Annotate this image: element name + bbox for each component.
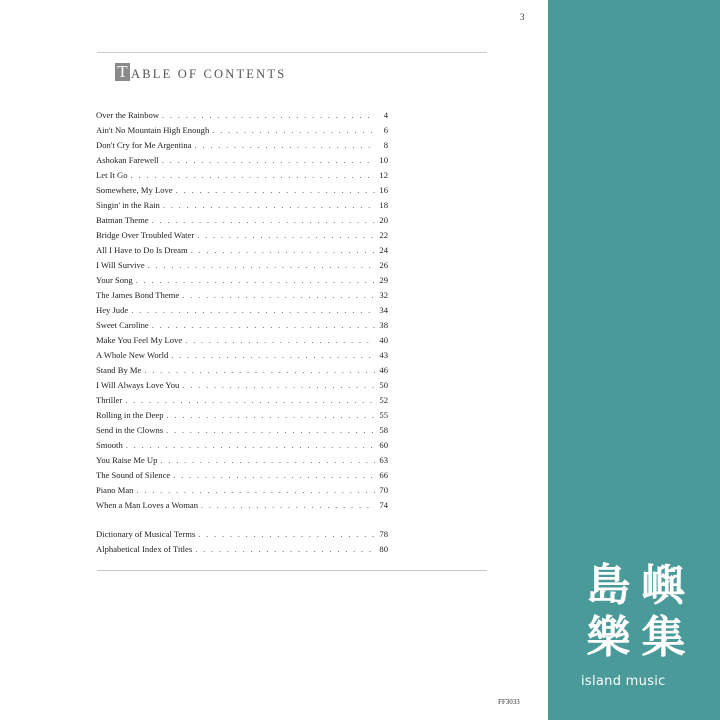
toc-entry-page: 34	[379, 305, 388, 315]
page-number: 3	[520, 12, 525, 22]
dot-leader	[167, 408, 375, 423]
dot-leader	[125, 393, 375, 408]
toc-entry-page: 32	[379, 290, 388, 300]
toc-entry-title: Make You Feel My Love	[96, 335, 183, 345]
toc-entry-page: 55	[379, 410, 388, 420]
toc-entry	[96, 408, 388, 423]
heading-initial: T	[115, 63, 130, 81]
toc-entry-title: The James Bond Theme	[96, 290, 180, 300]
toc-entry	[96, 348, 388, 363]
toc-entry-title: Somewhere, My Love	[96, 185, 173, 195]
toc-entry	[96, 228, 388, 243]
brand-char: 樂	[586, 612, 631, 663]
toc-entry	[96, 183, 388, 198]
toc-entry	[96, 378, 388, 393]
toc-entry	[96, 453, 388, 468]
toc-entry	[96, 273, 388, 288]
dot-leader	[198, 527, 375, 542]
toc-entry	[96, 198, 388, 213]
dot-leader	[171, 348, 375, 363]
toc-entry-title: Ain't No Mountain High Enough	[96, 125, 210, 135]
dot-leader	[131, 168, 375, 183]
toc-entry-title: Dictionary of Musical Terms	[96, 529, 196, 539]
toc-entry	[96, 498, 388, 513]
toc-entry-page: 60	[379, 440, 388, 450]
catalog-code: FF3033	[498, 698, 520, 706]
dot-leader	[212, 123, 375, 138]
toc-entry-title: Smooth	[96, 440, 123, 450]
dot-leader	[152, 213, 375, 228]
toc-entry-title: Over the Rainbow	[96, 110, 160, 120]
toc-entry	[96, 213, 388, 228]
toc-entry	[96, 393, 388, 408]
toc-entry-title: Let It Go	[96, 170, 128, 180]
toc-entry-title: Hey Jude	[96, 305, 129, 315]
toc-entry	[96, 138, 388, 153]
top-rule	[97, 52, 487, 53]
toc-list	[96, 108, 388, 513]
brand-char: 島	[586, 560, 631, 611]
bottom-rule	[97, 570, 487, 571]
toc-entry-page: 50	[379, 380, 388, 390]
toc-entry	[96, 483, 388, 498]
toc-entry-page: 38	[379, 320, 388, 330]
toc-entry-title: Sweet Caroline	[96, 320, 149, 330]
toc-entry	[96, 527, 388, 542]
toc-entry-title: Batman Theme	[96, 215, 149, 225]
brand-char: 集	[641, 612, 686, 663]
toc-heading	[115, 63, 286, 81]
brand-logo	[581, 560, 691, 664]
toc-entry-title: Don't Cry for Me Argentina	[96, 140, 192, 150]
toc-entry-title: Stand By Me	[96, 365, 142, 375]
toc-entry	[96, 542, 388, 557]
toc-entry-page: 22	[379, 230, 388, 240]
brand-char: 嶼	[641, 560, 686, 611]
toc-entry-page: 52	[379, 395, 388, 405]
toc-entry-title: When a Man Loves a Woman	[96, 500, 199, 510]
dot-leader	[162, 153, 375, 168]
toc-entry-title: I Will Always Love You	[96, 380, 180, 390]
toc-entry	[96, 423, 388, 438]
toc-entry-page: 80	[379, 544, 388, 554]
toc-entry	[96, 288, 388, 303]
brand-latin-name: island music	[581, 674, 666, 689]
toc-entry-title: All I Have to Do Is Dream	[96, 245, 188, 255]
toc-entry-page: 12	[379, 170, 388, 180]
toc-entry	[96, 153, 388, 168]
toc-entry-title: Rolling in the Deep	[96, 410, 164, 420]
dot-leader	[194, 138, 375, 153]
toc-entry-title: Your Song	[96, 275, 133, 285]
toc-entry-page: 18	[379, 200, 388, 210]
toc-entry	[96, 243, 388, 258]
dot-leader	[136, 273, 375, 288]
dot-leader	[148, 258, 375, 273]
toc-entry-page: 66	[379, 470, 388, 480]
toc-entry-page: 40	[379, 335, 388, 345]
dot-leader	[185, 333, 375, 348]
toc-entry-title: Singin' in the Rain	[96, 200, 160, 210]
toc-entry-page: 20	[379, 215, 388, 225]
toc-entry-page: 4	[383, 110, 388, 120]
toc-entry	[96, 168, 388, 183]
dot-leader	[163, 198, 375, 213]
dot-leader	[152, 318, 375, 333]
dot-leader	[166, 423, 375, 438]
dot-leader	[160, 453, 375, 468]
toc-appendix-list	[96, 527, 388, 557]
toc-entry	[96, 303, 388, 318]
toc-entry-page: 16	[379, 185, 388, 195]
toc-entry	[96, 258, 388, 273]
toc-entry-page: 46	[379, 365, 388, 375]
toc-entry-title: I Will Survive	[96, 260, 145, 270]
toc-entry	[96, 318, 388, 333]
toc-entry-title: Bridge Over Troubled Water	[96, 230, 195, 240]
dot-leader	[126, 438, 375, 453]
toc-entry-page: 10	[379, 155, 388, 165]
toc-entry-page: 43	[379, 350, 388, 360]
dot-leader	[191, 243, 375, 258]
dot-leader	[195, 542, 375, 557]
toc-entry	[96, 333, 388, 348]
dot-leader	[176, 183, 375, 198]
toc-entry-page: 63	[379, 455, 388, 465]
dot-leader	[201, 498, 375, 513]
dot-leader	[131, 303, 375, 318]
toc-entry-page: 58	[379, 425, 388, 435]
toc-entry-title: A Whole New World	[96, 350, 169, 360]
toc-entry-page: 6	[383, 125, 388, 135]
toc-entry	[96, 438, 388, 453]
toc-entry	[96, 108, 388, 123]
toc-entry-page: 74	[379, 500, 388, 510]
toc-entry-page: 29	[379, 275, 388, 285]
toc-entry	[96, 468, 388, 483]
toc-entry-title: Thriller	[96, 395, 123, 405]
dot-leader	[182, 378, 375, 393]
toc-entry-title: Ashokan Farewell	[96, 155, 159, 165]
toc-entry-title: Alphabetical Index of Titles	[96, 544, 193, 554]
toc-entry-page: 78	[379, 529, 388, 539]
dot-leader	[136, 483, 375, 498]
dot-leader	[173, 468, 375, 483]
dot-leader	[182, 288, 375, 303]
dot-leader	[197, 228, 375, 243]
dot-leader	[162, 108, 375, 123]
toc-entry-title: Send in the Clowns	[96, 425, 164, 435]
dot-leader	[144, 363, 375, 378]
toc-entry	[96, 363, 388, 378]
toc-entry-title: The Sound of Silence	[96, 470, 171, 480]
toc-entry	[96, 123, 388, 138]
toc-entry-page: 26	[379, 260, 388, 270]
toc-entry-title: You Raise Me Up	[96, 455, 158, 465]
brand-panel	[548, 0, 720, 720]
toc-entry-title: Piano Man	[96, 485, 134, 495]
toc-entry-page: 70	[379, 485, 388, 495]
toc-entry-page: 8	[383, 140, 388, 150]
toc-entry-page: 24	[379, 245, 388, 255]
heading-text: ABLE OF CONTENTS	[131, 67, 287, 81]
